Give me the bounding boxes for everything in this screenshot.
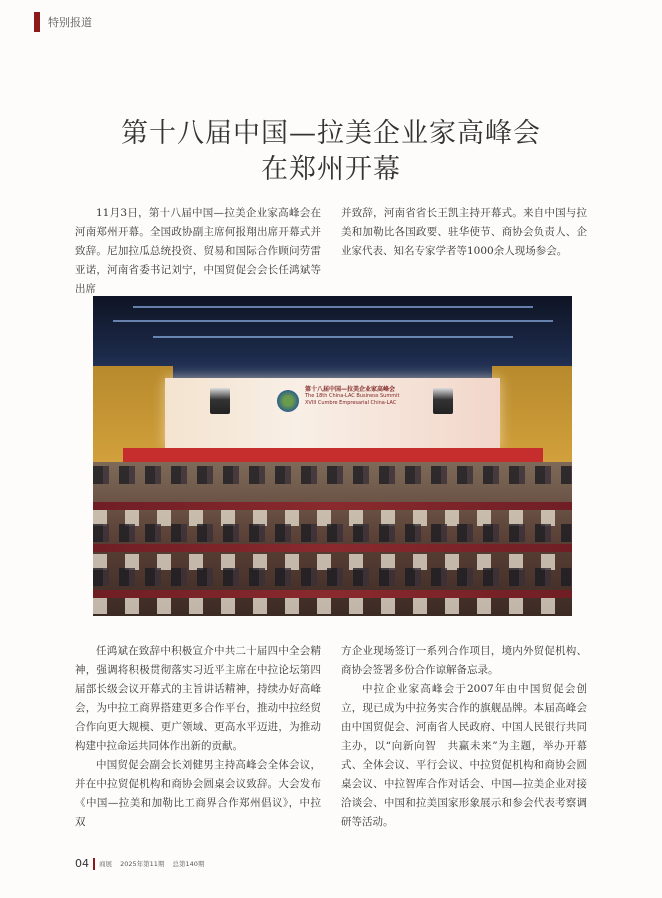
section-label: 特别报道 <box>48 16 92 29</box>
footer-divider <box>93 858 95 870</box>
page-number: 04 <box>75 857 89 870</box>
article-title <box>0 116 662 188</box>
screen-title-en: The 18th China-LAC Business Summit <box>305 393 400 399</box>
speaker-feed-right <box>433 388 453 414</box>
paragraph-5: 方企业现场签订一系列合作项目，境内外贸促机构、商协会签署多份合作谅解备忘录。 <box>341 645 587 676</box>
screen-caption <box>305 386 435 407</box>
paragraph-1: 11月3日，第十八届中国—拉美企业家高峰会在河南郑州开幕。全国政协副主席何报翔出席开幕式并致辞。尼加拉瓜总统投资、贸易和国际合作顾问劳雷亚诺，河南省委书记刘宁，中国贸促会会长任鸿斌等出席 <box>75 207 321 295</box>
total-issue: 总第140期 <box>172 860 205 868</box>
issue-number: 2025年第11期 <box>120 860 165 868</box>
screen-title-es: XVIII Cumbre Empresarial China-LAC <box>305 400 397 406</box>
section-tag <box>34 12 92 32</box>
paragraph-3: 任鸿斌在致辞中积极宣介中共二十届四中全会精神，强调将积极贯彻落实习近平主席在中拉论坛第四届部长级会议开幕式的主旨讲话精神，持续办好高峰会，为中拉工商界搭建更多合作平台，推动中拉经贸合作向更大规模、更广领域、更高水平迈进，为推动构建中拉命运共同体作出新的贡献。 <box>75 645 321 752</box>
speaker-feed-left <box>210 388 230 414</box>
audience-floor <box>93 462 572 616</box>
stage <box>123 448 543 462</box>
page-footer <box>75 857 210 870</box>
paragraph-6: 中拉企业家高峰会于2007年由中国贸促会创立，现已成为中拉务实合作的旗舰品牌。本届高峰会由中国贸促会、河南省人民政府、中国人民银行共同主办，以“向新向智 共赢未来”为主题，举办开幕式、全体会议、平行会议、中拉贸促机构和商协会圆桌会议、中拉智库合作对话会、中国—拉美企业对接洽谈会、中国和拉美国家形象展示和参会代表考察调研等活动。 <box>341 683 587 828</box>
paragraph-2: 并致辞，河南省省长王凯主持开幕式。来自中国与拉美和加勒比各国政要、驻华使节、商协会负责人、企业家代表、知名专家学者等1000余人现场参会。 <box>341 207 587 257</box>
title-line-2: 在郑州开幕 <box>261 154 401 185</box>
summit-photo <box>93 296 572 616</box>
section-marker <box>34 12 40 32</box>
summit-logo <box>277 390 299 412</box>
screen-title-cn: 第十八届中国—拉美企业家高峰会 <box>305 386 396 393</box>
stage-screen <box>165 378 500 448</box>
paragraph-4: 中国贸促会副会长刘健男主持高峰会全体会议，并在中拉贸促机构和商协会圆桌会议致辞。大会发布《中国—拉美和加勒比工商界合作郑州倡议》，中拉双 <box>75 759 321 828</box>
magazine-name: 商展 <box>99 860 112 868</box>
title-line-1: 第十八届中国—拉美企业家高峰会 <box>121 118 541 149</box>
